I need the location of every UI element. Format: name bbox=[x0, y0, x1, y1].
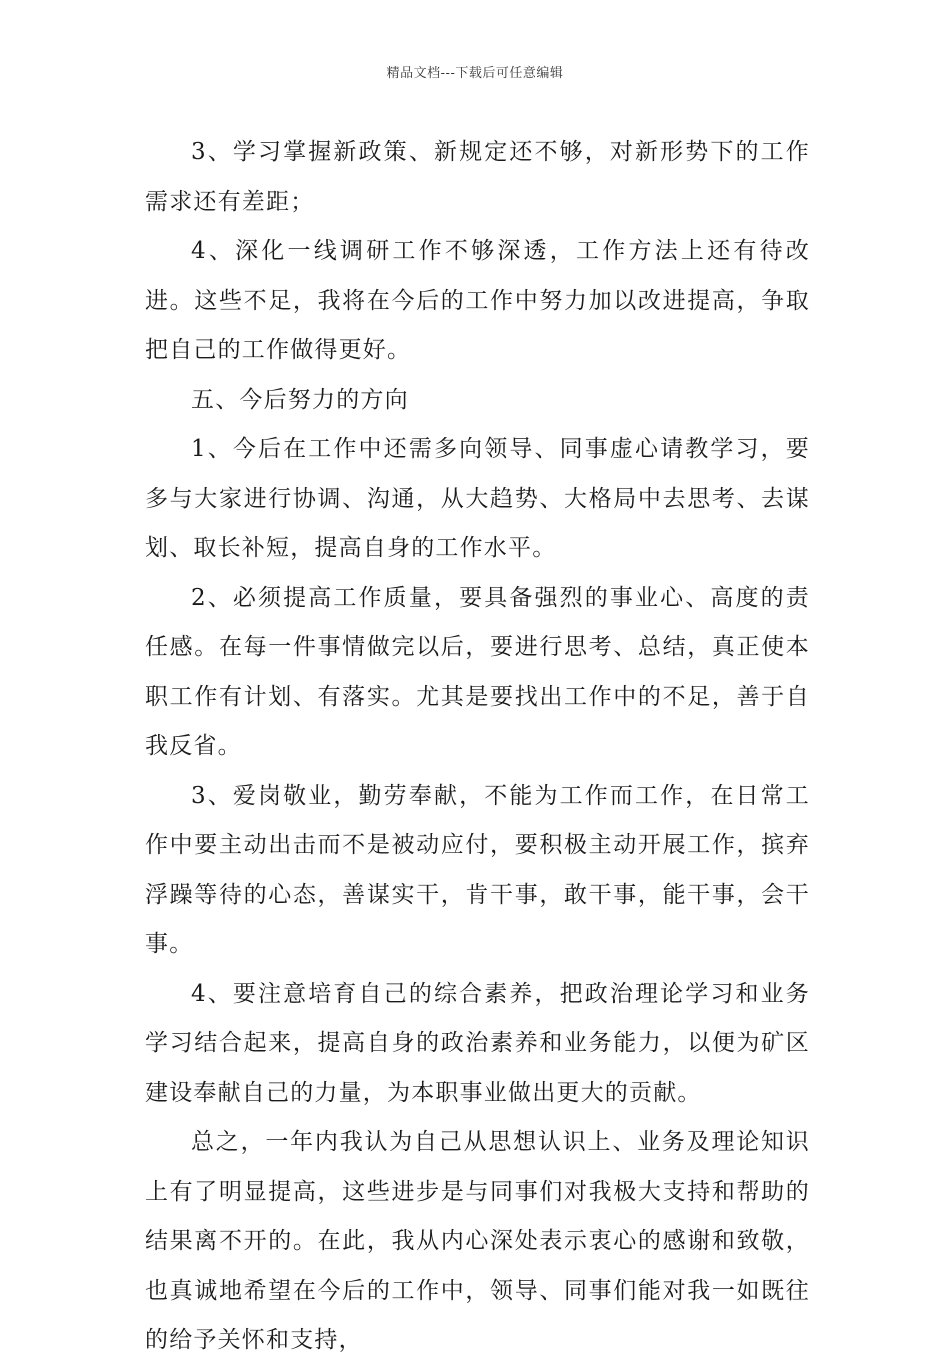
section-heading-future-direction: 五、今后努力的方向 bbox=[191, 386, 409, 413]
paragraph-improvement-3: 3、学习掌握新政策、新规定还不够，对新形势下的工作需求还有差距； bbox=[145, 139, 810, 215]
paragraph-improvement-4: 4、深化一线调研工作不够深透，工作方法上还有待改进。这些不足，我将在今后的工作中努力加以改进提高，争取把自己的工作做得更好。 bbox=[145, 238, 810, 363]
page-header: 精品文档---下载后可任意编辑 bbox=[386, 66, 564, 81]
document-body bbox=[145, 128, 810, 1366]
paragraph-direction-2: 2、必须提高工作质量，要具备强烈的事业心、高度的责任感。在每一件事情做完以后，要进行思考、总结，真正使本职工作有计划、有落实。尤其是要找出工作中的不足，善于自我反省。 bbox=[145, 584, 810, 759]
paragraph-direction-1: 1、今后在工作中还需多向领导、同事虚心请教学习，要多与大家进行协调、沟通，从大趋势、大格局中去思考、去谋划、取长补短，提高自身的工作水平。 bbox=[145, 436, 810, 561]
paragraph-conclusion: 总之，一年内我认为自己从思想认识上、业务及理论知识上有了明显提高，这些进步是与同事们对我极大支持和帮助的结果离不开的。在此，我从内心深处表示衷心的感谢和致敬，也真诚地希望在今后的工作中，领导、同事们能对我一如既往的给予关怀和支持， bbox=[145, 1129, 810, 1353]
paragraph-direction-3: 3、爱岗敬业，勤劳奉献，不能为工作而工作，在日常工作中要主动出击而不是被动应付，要积极主动开展工作，摈弃浮躁等待的心态，善谋实干，肯干事，敢干事，能干事，会干事。 bbox=[145, 782, 810, 957]
paragraph-direction-4: 4、要注意培育自己的综合素养，把政治理论学习和业务学习结合起来，提高自身的政治素养和业务能力，以便为矿区建设奉献自己的力量，为本职事业做出更大的贡献。 bbox=[145, 980, 810, 1106]
